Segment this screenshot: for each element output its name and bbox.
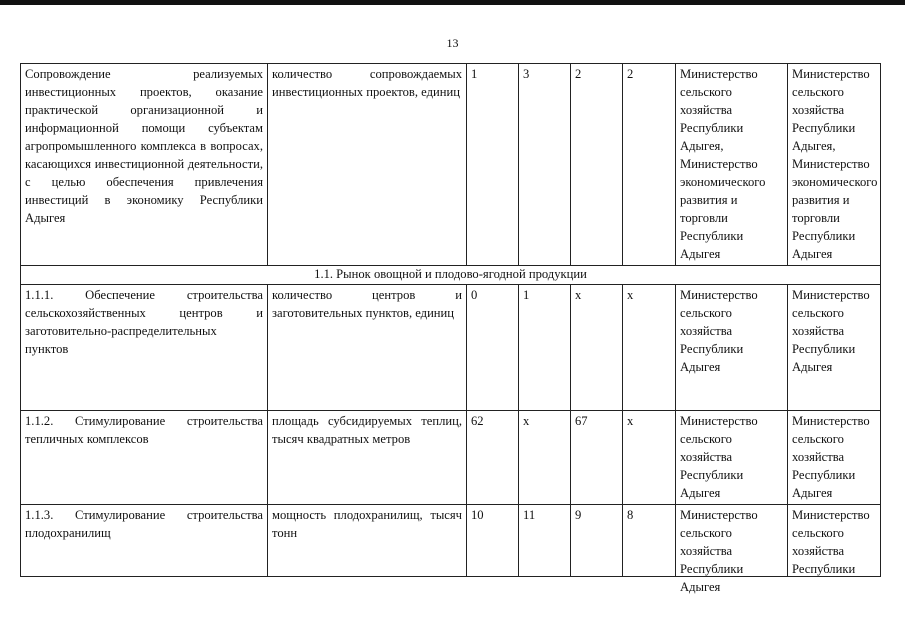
table-row [21,505,881,577]
responsible-cell [676,505,788,594]
value-cell: х [623,411,676,505]
event-cell: 1.1.1. Обеспечение строительства сельскохозяйственных центров и заготовительно-распределительных пунктов [21,285,268,411]
value-cell: 10 [467,505,519,577]
coexecutor-cell [788,505,881,577]
indicator-cell: количество сопровождаемых инвестиционных проектов, единиц [268,64,467,266]
section-title: 1.1. Рынок овощной и плодово-ягодной продукции [21,266,881,285]
value-cell: 2 [623,64,676,266]
value-cell: 1 [467,64,519,266]
indicator-cell: мощность плодохранилищ, тысяч тонн [268,505,467,577]
value-cell: 8 [623,505,676,577]
table-row [21,64,881,266]
page-number: 13 [446,36,459,50]
value-cell: 62 [467,411,519,505]
responsible-cell: Министерство сельского хозяйства Республики Адыгея [676,411,788,505]
coexecutor-cell: Министерство сельского хозяйства Республики Адыгея [788,411,881,505]
table-row [21,285,881,411]
responsible-text: Министерство сельского хозяйства Республики Адыгея [680,508,758,594]
coexecutor-cell: Министерство сельского хозяйства Республики Адыгея, Министерство экономического развития и торговли Республики Адыгея [788,64,881,266]
value-cell: 1 [519,285,571,411]
value-cell: 11 [519,505,571,577]
value-cell: 2 [571,64,623,266]
event-cell: 1.1.2. Стимулирование строительства тепличных комплексов [21,411,268,505]
value-cell: х [571,285,623,411]
responsible-cell: Министерство сельского хозяйства Республики Адыгея, Министерство экономического развития и торговли Республики Адыгея [676,64,788,266]
value-cell: 9 [571,505,623,577]
coexecutor-text: Министерство сельского хозяйства Республики [792,508,870,576]
scan-top-border [0,0,905,5]
program-table [20,63,881,594]
indicator-cell: площадь субсидируемых теплиц, тысяч квадратных метров [268,411,467,505]
value-cell: 0 [467,285,519,411]
coexecutor-cell: Министерство сельского хозяйства Республики Адыгея [788,285,881,411]
event-cell: 1.1.3. Стимулирование строительства плодохранилищ [21,505,268,577]
event-cell: Сопровождение реализуемых инвестиционных проектов, оказание практической организационной и информационной помощи субъектам агропромышленного комплекса в вопросах, касающихся инвестиционной деятельности, с целью обеспечения привлечения инвестиций в экономику Республики Адыгея [21,64,268,266]
value-cell: х [623,285,676,411]
section-row [21,266,881,285]
value-cell: 3 [519,64,571,266]
value-cell: х [519,411,571,505]
value-cell: 67 [571,411,623,505]
responsible-cell: Министерство сельского хозяйства Республики Адыгея [676,285,788,411]
table-row [21,411,881,505]
indicator-cell: количество центров и заготовительных пунктов, единиц [268,285,467,411]
